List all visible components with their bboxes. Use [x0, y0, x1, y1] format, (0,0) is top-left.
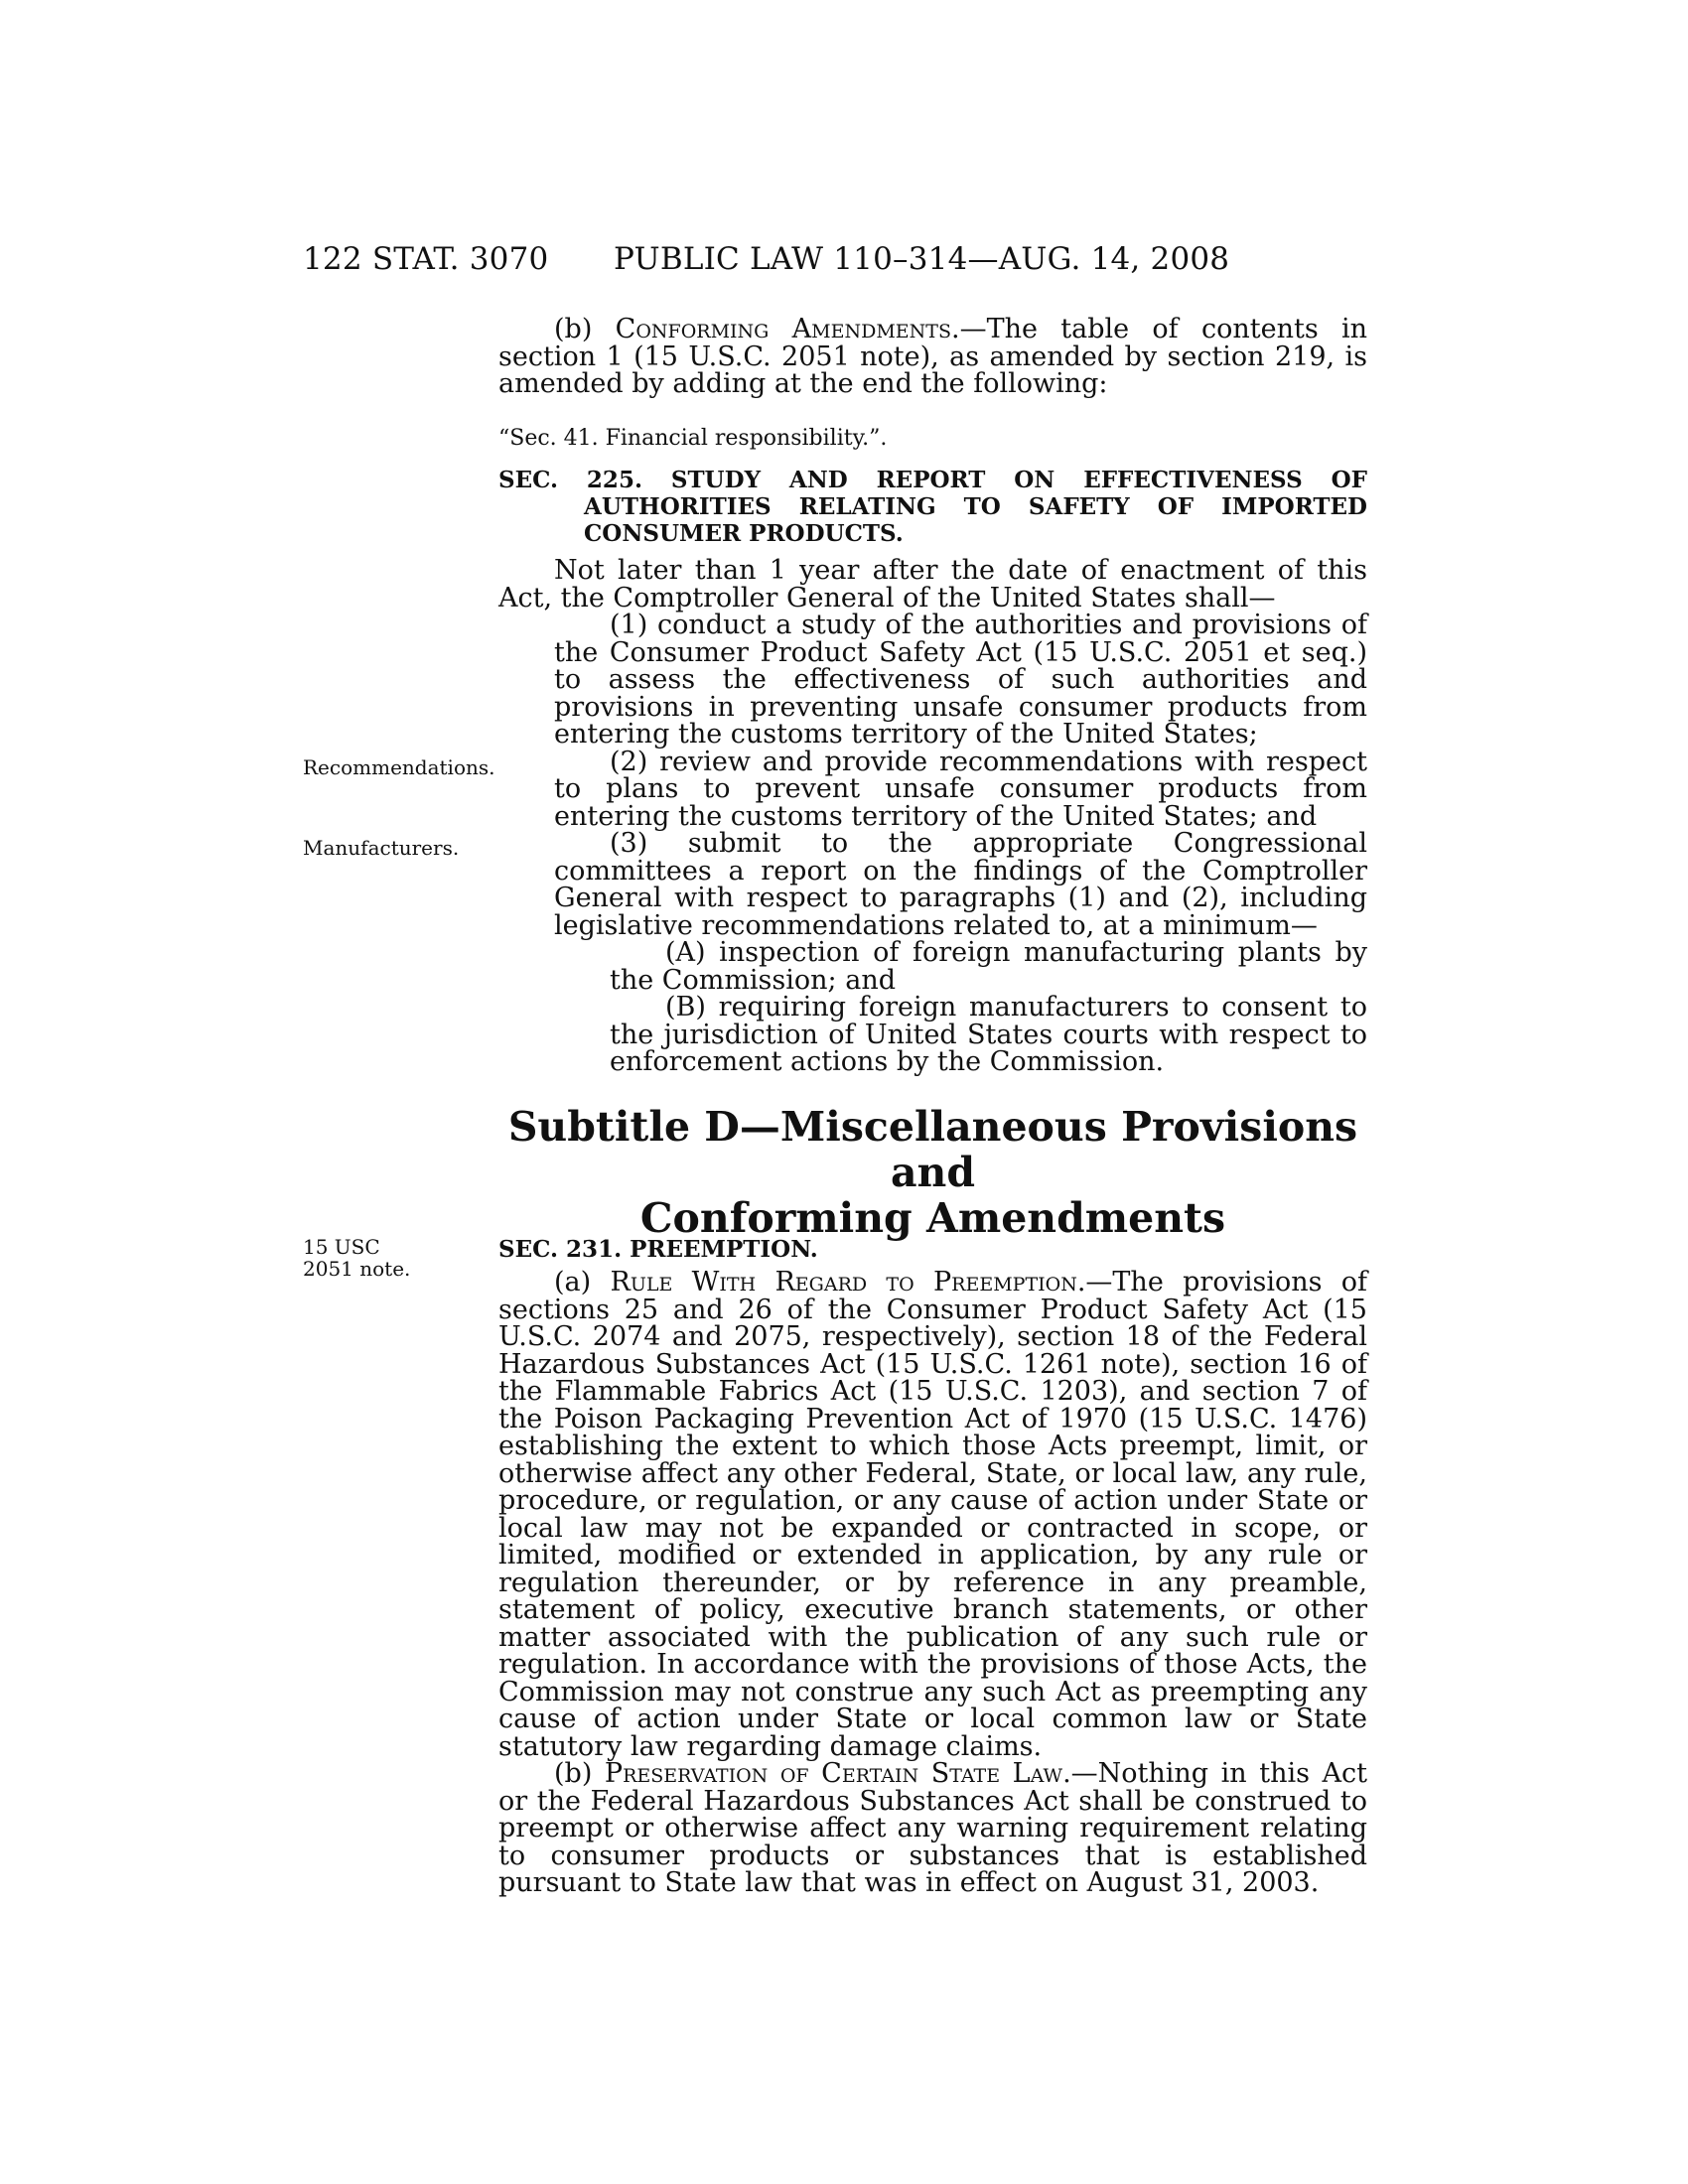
para-label: (b) — [554, 314, 616, 344]
subtitle-line-1: Subtitle D—Miscellaneous Provisions and — [507, 1103, 1358, 1196]
margin-note-recommendations: Recommendations. — [303, 755, 495, 779]
section-225-para-1 — [498, 612, 1367, 749]
page-law-header: PUBLIC LAW 110–314—AUG. 14, 2008 — [614, 241, 1230, 277]
para-heading: Conforming Amendments — [615, 314, 951, 344]
section-225-heading-text: SEC. 225. STUDY AND REPORT ON EFFECTIVENESS OF AUTHORITIES RELATING TO SAFETY OF IMPORTED CONSUMER PRODUCTS. — [498, 467, 1367, 547]
subtitle-heading — [498, 1104, 1367, 1241]
section-225-para-3 — [498, 830, 1367, 939]
margin-note-usc: 15 USC 2051 note. — [303, 1235, 411, 1281]
toc-quote: “Sec. 41. Financial responsibility.”. — [498, 426, 888, 451]
para-B-text: (B) requiring foreign manufacturers to consent to the jurisdiction of United States courts with respect to enforcement actions by the Commission. — [610, 992, 1367, 1077]
section-231-para-b — [498, 1760, 1367, 1897]
section-225-intro: Not later than 1 year after the date of enactment of this Act, the Comptroller General of the United States shall— — [498, 555, 1367, 614]
page-stat-citation: 122 STAT. 3070 — [303, 241, 549, 277]
para-A-text: (A) inspection of foreign manufacturing plants by the Commission; and — [610, 937, 1367, 996]
para-1-text: (1) conduct a study of the authorities and provisions of the Consumer Product Safety Act (15 U.S.C. 2051 et seq.) to assess the effectiveness of such authorities and provisions in preventing unsafe consumer products from entering the customs territory of the United States; — [554, 610, 1367, 750]
section-225-heading — [498, 467, 1367, 547]
section-225-para-2 — [498, 746, 1367, 832]
margin-note-manufacturers: Manufacturers. — [303, 836, 460, 860]
para-a-heading: Rule With Regard to Preemption — [610, 1267, 1077, 1297]
para-2-text: (2) review and provide recommendations with respect to plans to prevent unsafe consumer products from entering the customs territory of the United States; and — [554, 746, 1367, 832]
conforming-amendments-paragraph — [498, 316, 1367, 398]
section-225-para-B — [498, 994, 1367, 1076]
para-b-heading: Preservation of Certain State Law — [604, 1758, 1063, 1789]
para-a-label: (a) — [554, 1267, 611, 1297]
section-225-para-A — [498, 939, 1367, 994]
section-231-body — [498, 1269, 1367, 1897]
subtitle-line-2: Conforming Amendments — [639, 1194, 1226, 1242]
section-231-para-a — [498, 1269, 1367, 1760]
para-b-label: (b) — [554, 1758, 605, 1789]
para-b-text: .—Nothing in this Act or the Federal Hazardous Substances Act shall be construed to preempt or otherwise affect any warning requirement relating to consumer products or substances that is established pursuant to State law that was in effect on August 31, 2003. — [498, 1758, 1367, 1898]
para-a-text: .—The provisions of sections 25 and 26 of the Consumer Product Safety Act (15 U.S.C. 2074 and 2075, respectively), section 18 of the Federal Hazardous Substances Act (15 U.S.C. 1261 note), section 16 of the Flammable Fabrics Act (15 U.S.C. 1203), and section 7 of the Poison Packaging Prevention Act of 1970 (15 U.S.C. 1476) establishing the extent to which those Acts preempt, limit, or otherwise affect any other Federal, State, or local law, any rule, procedure, or regulation, or any cause of action under State or local law may not be expanded or contracted in scope, or limited, modified or extended in application, by any rule or regulation thereunder, or by reference in any preamble, statement of policy, executive branch statements, or other matter associated with the publication of any such rule or regulation. In accordance with the provisions of those Acts, the Commission may not construe any such Act as preempting any cause of action under State or local common law or State statutory law regarding damage claims. — [498, 1267, 1368, 1762]
section-225-body — [498, 557, 1367, 1076]
section-231-heading: SEC. 231. PREEMPTION. — [498, 1236, 818, 1263]
para-text: .—The table of contents in section 1 (15 U.S.C. 2051 note), as amended by section 219, is amended by adding at the end the following: — [498, 314, 1368, 399]
para-3-text: (3) submit to the appropriate Congressional committees a report on the findings of the Comptroller General with respect to paragraphs (1) and (2), including legislative recommendations related to, at a minimum— — [554, 828, 1367, 941]
